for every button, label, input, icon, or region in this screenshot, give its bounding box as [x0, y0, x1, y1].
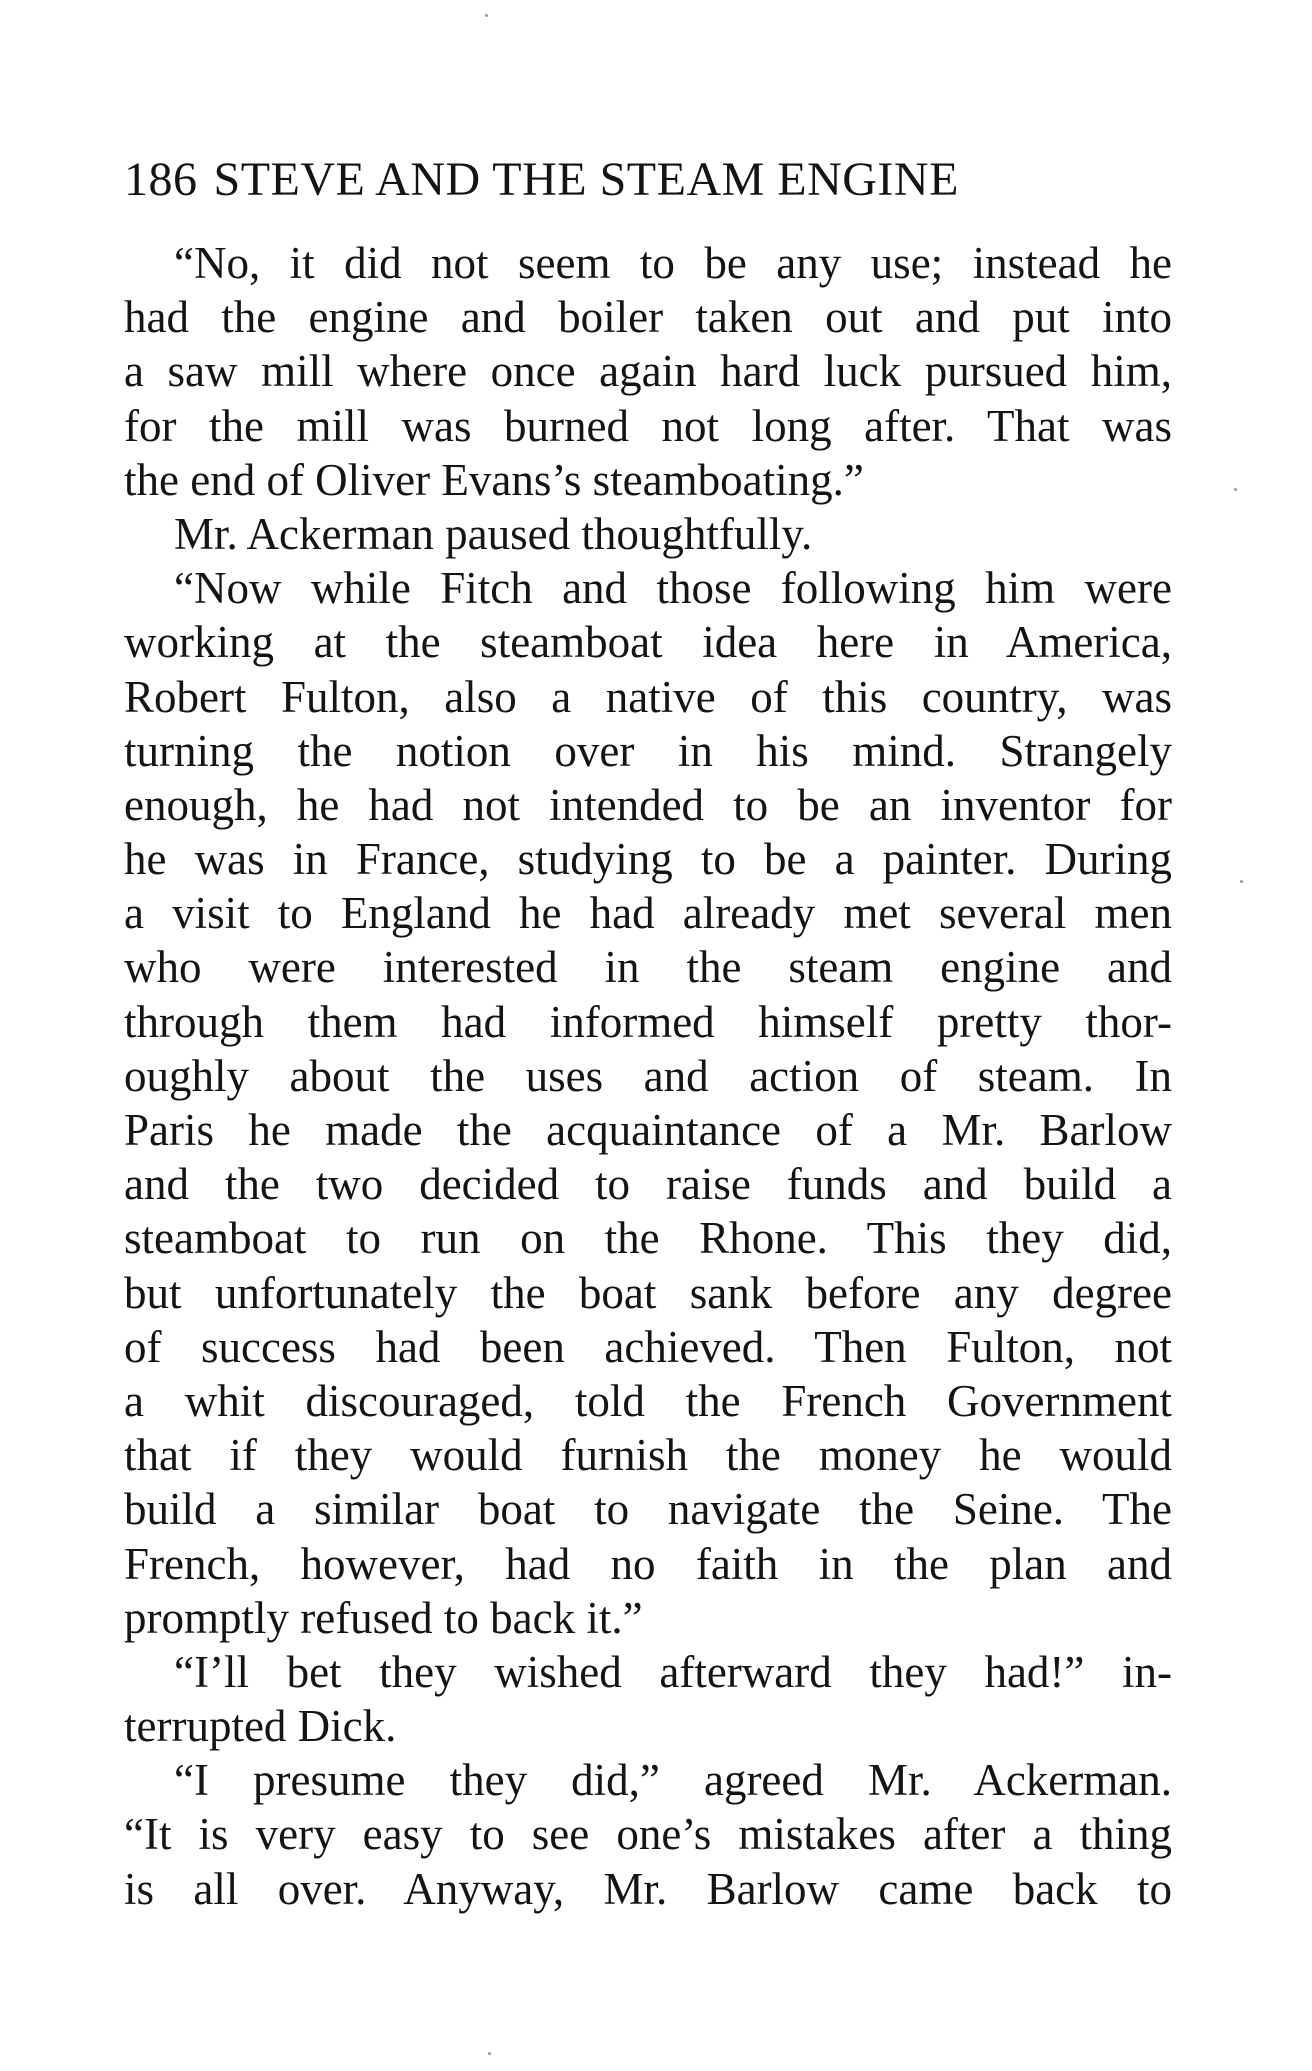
paper-speck [485, 14, 488, 17]
text-line: turning the notion over in his mind. Strangely [124, 725, 1172, 776]
page-number: 186 [124, 153, 198, 206]
running-header [124, 150, 1172, 210]
text-line: had the engine and boiler taken out and put into [124, 292, 1172, 343]
text-line: through them had informed himself pretty thor- [124, 996, 1172, 1047]
paper-speck [488, 2052, 491, 2055]
paragraph [124, 507, 1172, 561]
running-title: STEVE AND THE STEAM ENGINE [213, 153, 959, 206]
text-line: that if they would furnish the money he would [124, 1430, 1172, 1481]
body-text [124, 236, 1172, 1916]
text-line: French, however, had no faith in the plan and [124, 1538, 1172, 1589]
text-line: and the two decided to raise funds and build a [124, 1159, 1172, 1210]
text-line: is all over. Anyway, Mr. Barlow came back to [124, 1863, 1172, 1914]
paragraph [124, 1645, 1172, 1753]
text-line: Paris he made the acquaintance of a Mr. Barlow [124, 1105, 1172, 1155]
text-line: of success had been achieved. Then Fulton, not [124, 1321, 1172, 1372]
text-line: promptly refused to back it.” [124, 1592, 643, 1643]
text-line: a whit discouraged, told the French Government [124, 1375, 1172, 1426]
text-line: “It is very easy to see one’s mistakes after a thing [124, 1809, 1172, 1860]
text-line: who were interested in the steam engine and [124, 942, 1172, 993]
text-line: oughly about the uses and action of steam. In [124, 1050, 1172, 1101]
text-line: “I presume they did,” agreed Mr. Ackerman. [174, 1755, 1172, 1806]
text-line: a visit to England he had already met several men [124, 888, 1172, 939]
paper-speck [1234, 488, 1237, 491]
text-line: terrupted Dick. [124, 1701, 397, 1752]
text-line: enough, he had not intended to be an inventor for [124, 779, 1172, 830]
text-line: steamboat to run on the Rhone. This they did, [124, 1213, 1172, 1264]
text-line: for the mill was burned not long after. That was [124, 400, 1172, 451]
paragraph [124, 561, 1172, 1645]
paper-speck [1240, 880, 1243, 883]
text-line: “No, it did not seem to be any use; instead he [174, 238, 1172, 288]
text-line: Robert Fulton, also a native of this country, was [124, 671, 1172, 722]
paragraph [124, 236, 1172, 507]
text-line: working at the steamboat idea here in America, [124, 617, 1172, 668]
text-line: the end of Oliver Evans’s steamboating.” [124, 454, 864, 505]
text-line: Mr. Ackerman paused thoughtfully. [174, 508, 813, 559]
text-line: build a similar boat to navigate the Seine. The [124, 1484, 1172, 1535]
paragraph [124, 1753, 1172, 1916]
text-line: “I’ll bet they wished afterward they had!” in- [174, 1646, 1172, 1697]
text-line: but unfortunately the boat sank before any degree [124, 1267, 1172, 1318]
text-line: “Now while Fitch and those following him were [174, 563, 1172, 614]
text-line: a saw mill where once again hard luck pursued him, [124, 346, 1172, 397]
text-line: he was in France, studying to be a painter. During [124, 834, 1172, 885]
